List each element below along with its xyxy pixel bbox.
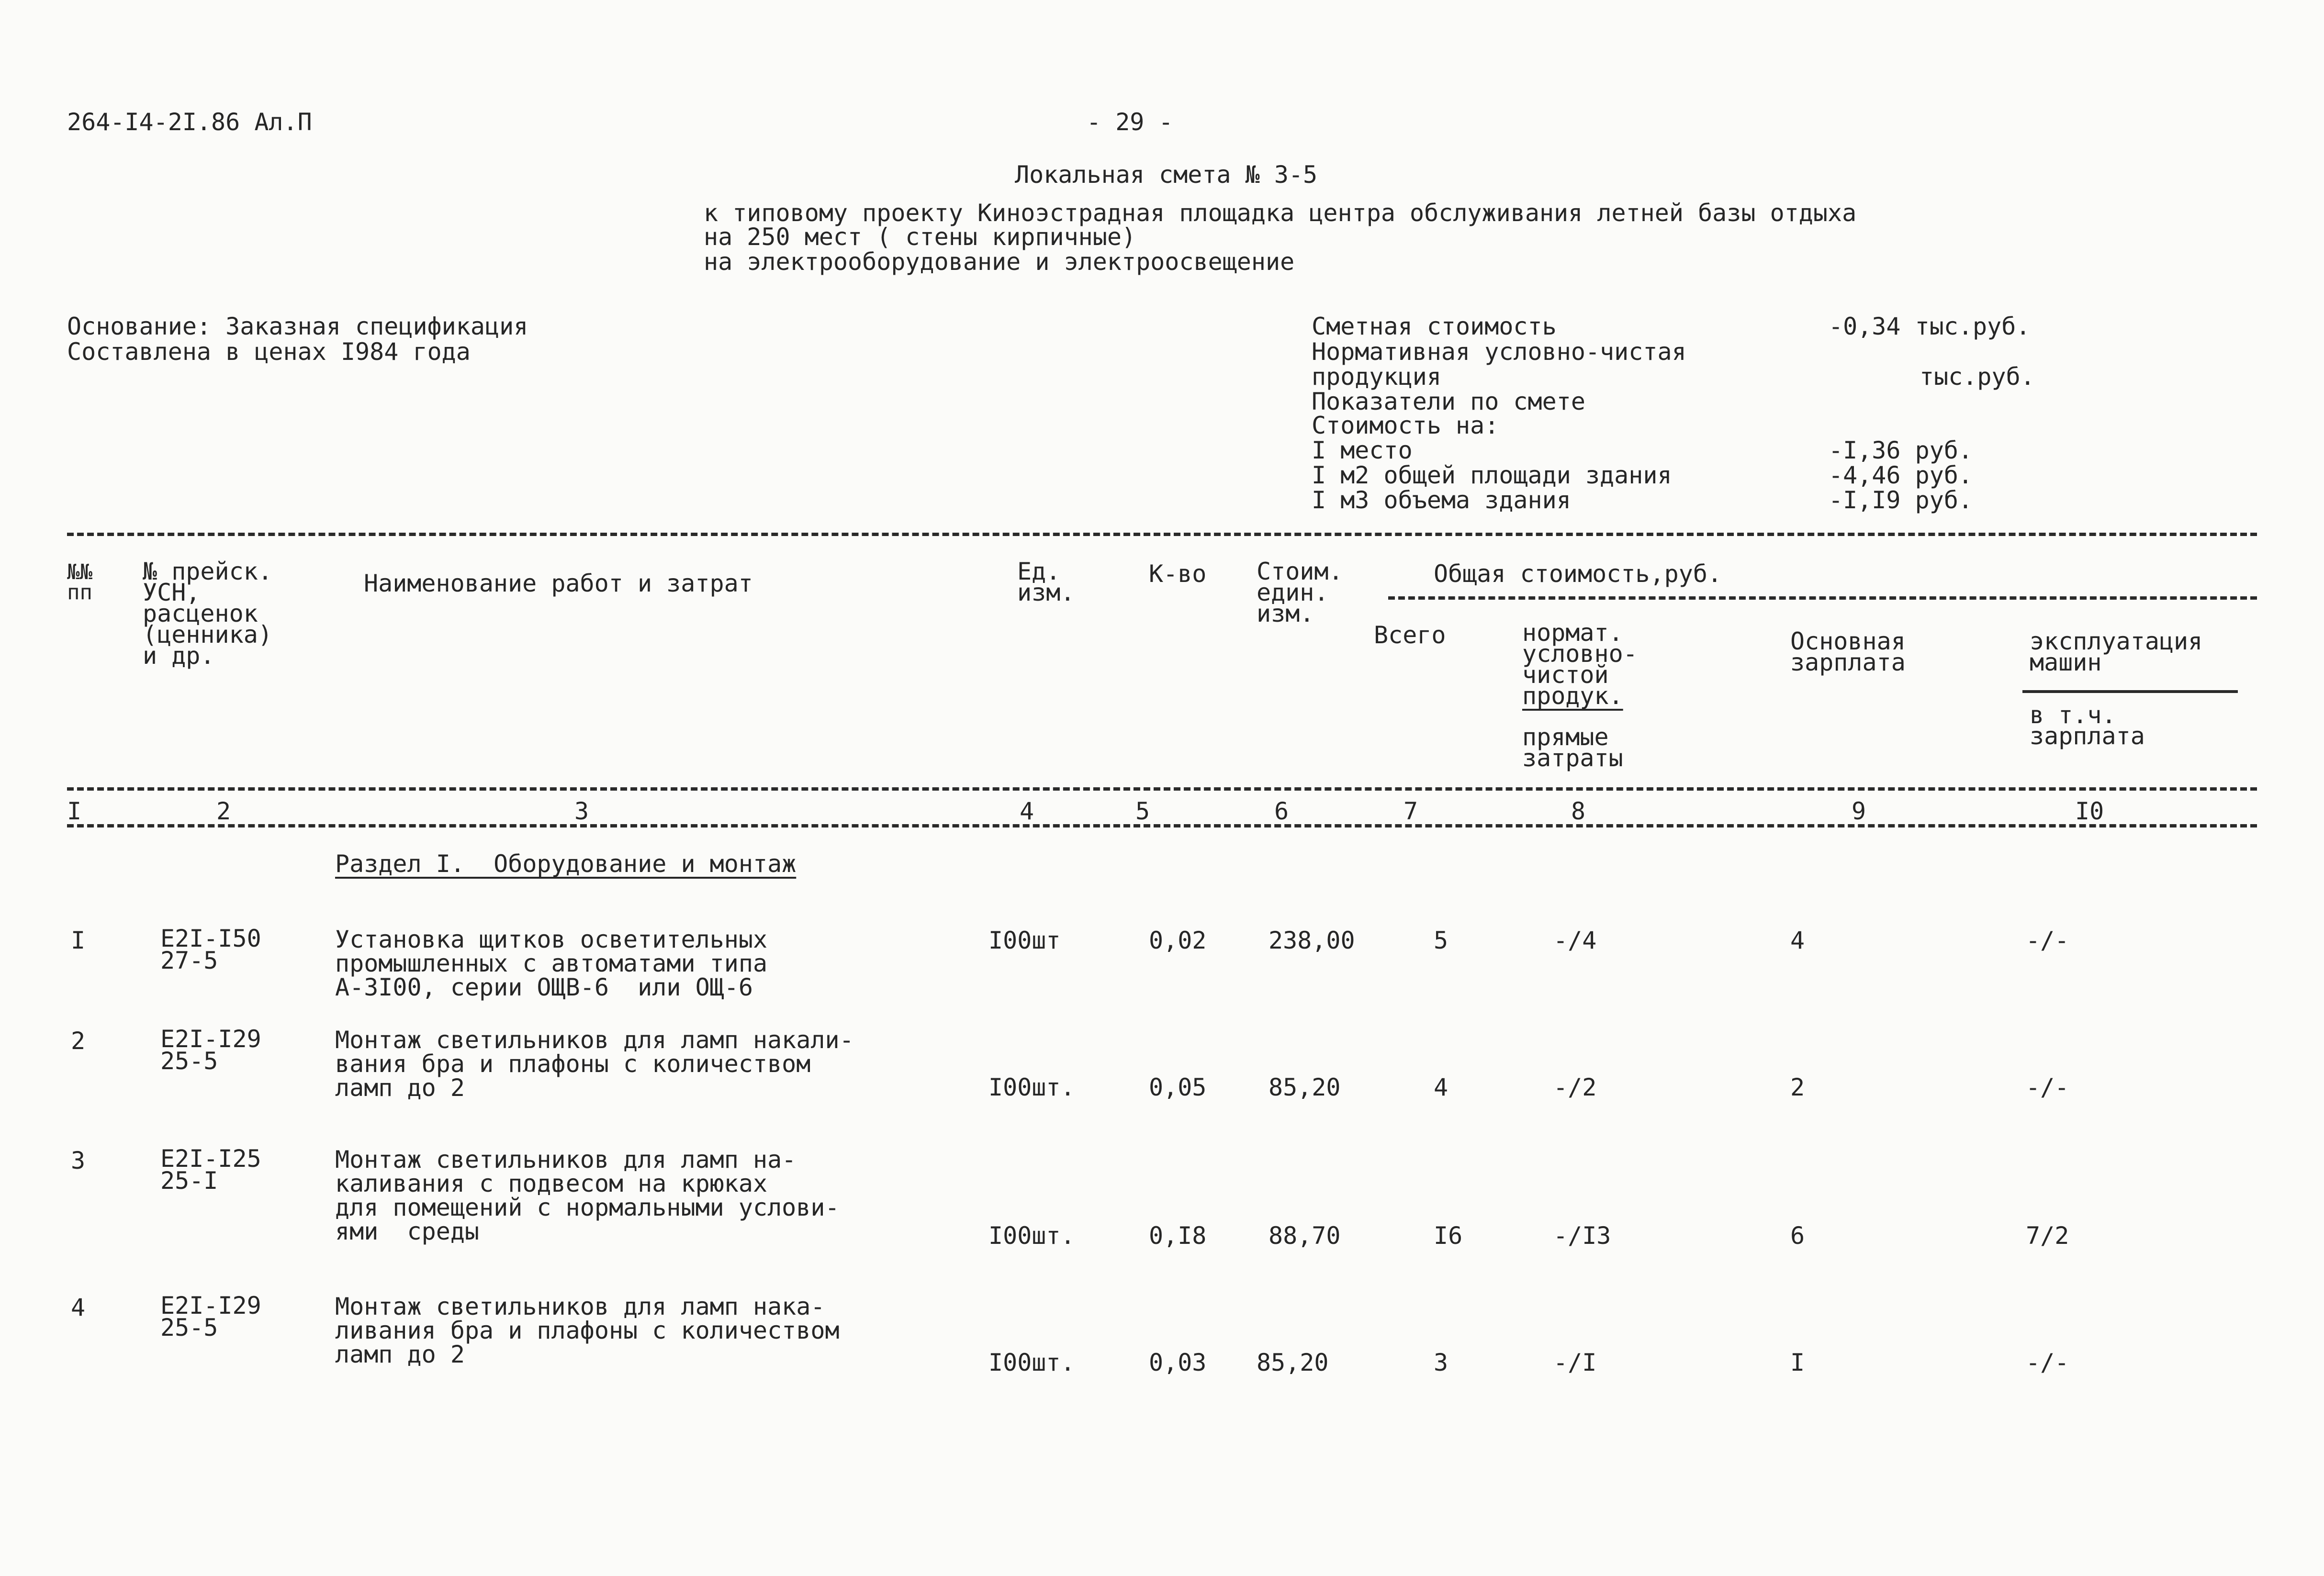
row-unit: I00шт.	[988, 1073, 1075, 1101]
row-unit: I00шт.	[988, 1222, 1075, 1250]
per-m3-label: I м3 объема здания	[1312, 486, 1571, 514]
header-bottom-rule	[67, 787, 2257, 791]
row-number: I	[71, 927, 86, 954]
page-number: - 29 -	[1087, 108, 1173, 136]
header-col-incl-salary: в т.ч. зарплата	[2030, 701, 2145, 750]
row-unit-cost: 85,20	[1269, 1073, 1341, 1101]
normative-product-label-2: продукция	[1312, 363, 1441, 391]
row-number: 2	[71, 1027, 86, 1055]
header-col-unit: Ед. изм.	[1017, 558, 1075, 606]
header-col-name: Наименование работ и затрат	[364, 570, 753, 597]
header-col-quantity: К-во	[1149, 560, 1207, 588]
cost-per-label: Стоимость на:	[1312, 412, 1499, 439]
column-number: 8	[1571, 797, 1586, 825]
per-m2-label: I м2 общей площади здания	[1312, 461, 1672, 489]
column-number: 2	[216, 797, 231, 825]
row-norm-product: -/2	[1553, 1073, 1597, 1101]
row-base-salary: 4	[1790, 927, 1805, 954]
row-name: Монтаж светильников для ламп накали- вания бра и плафоны с количеством ламп до 2	[335, 1026, 854, 1102]
row-total: 4	[1434, 1073, 1448, 1101]
row-quantity: 0,I8	[1149, 1222, 1207, 1250]
header-col-number: №№ пп	[67, 560, 92, 604]
row-base-salary: I	[1790, 1349, 1805, 1376]
header-total-cost-group: Общая стоимость,руб.	[1434, 560, 1722, 588]
row-machines: 7/2	[2026, 1222, 2069, 1250]
row-norm-product: -/I	[1553, 1349, 1597, 1376]
row-quantity: 0,02	[1149, 927, 1207, 954]
column-number: 6	[1274, 797, 1289, 825]
per-place-value: -I,36 руб.	[1829, 436, 1973, 464]
row-total: I6	[1434, 1222, 1463, 1250]
row-code: Е2I-I50 27-5	[160, 925, 261, 974]
subtitle-line-2: на 250 мест ( стены кирпичные)	[704, 223, 1136, 251]
basis-line-2: Составлена в ценах I984 года	[67, 338, 471, 366]
header-col-direct-costs: прямые затраты	[1522, 723, 1623, 772]
row-total: 5	[1434, 927, 1448, 954]
column-number: 7	[1403, 797, 1418, 825]
column-number: 9	[1852, 797, 1866, 825]
row-base-salary: 2	[1790, 1073, 1805, 1101]
indicators-label: Показатели по смете	[1312, 388, 1585, 415]
row-unit-cost: 85,20	[1257, 1349, 1329, 1376]
row-code: Е2I-I25 25-I	[160, 1145, 261, 1195]
header-col-base-salary: Основная зарплата	[1790, 627, 1906, 676]
column-number: I0	[2075, 797, 2104, 825]
column-number: I	[67, 797, 82, 825]
header-col-machine-operation: эксплуатация машин	[2030, 627, 2203, 676]
row-number: 3	[71, 1147, 86, 1174]
row-code: Е2I-I29 25-5	[160, 1025, 261, 1075]
row-machines: -/-	[2026, 1073, 2069, 1101]
row-code: Е2I-I29 25-5	[160, 1292, 261, 1341]
row-base-salary: 6	[1790, 1222, 1805, 1250]
normative-product-label-1: Нормативная условно-чистая	[1312, 338, 1686, 366]
document-code: 264-I4-2I.86 Ал.П	[67, 108, 312, 136]
column-numbers-rule	[67, 824, 2257, 827]
header-col-norm-product-last: продук.	[1522, 682, 1623, 710]
row-total: 3	[1434, 1349, 1448, 1376]
per-place-label: I место	[1312, 436, 1413, 464]
basis-line-1: Основание: Заказная спецификация	[67, 313, 528, 340]
row-norm-product: -/4	[1553, 927, 1597, 954]
estimated-cost-label: Сметная стоимость	[1312, 313, 1557, 340]
row-number: 4	[71, 1294, 86, 1321]
column-number: 4	[1020, 797, 1034, 825]
header-top-rule	[67, 533, 2257, 536]
row-unit: I00шт.	[988, 1349, 1075, 1376]
machines-subrule	[2022, 690, 2238, 693]
row-quantity: 0,03	[1149, 1349, 1207, 1376]
row-machines: -/-	[2026, 927, 2069, 954]
header-col-total: Всего	[1374, 621, 1446, 649]
subtitle-line-1: к типовому проекту Киноэстрадная площадка центра обслуживания летней базы отдыха	[704, 199, 1857, 227]
row-norm-product: -/I3	[1553, 1222, 1611, 1250]
page-title: Локальная смета № 3-5	[1015, 161, 1318, 189]
row-unit-cost: 88,70	[1269, 1222, 1341, 1250]
estimated-cost-value: -0,34 тыс.руб.	[1829, 313, 2031, 340]
row-name: Монтаж светильников для ламп нака- ливания бра и плафоны с количеством ламп до 2	[335, 1293, 840, 1368]
header-col-unit-cost: Стоим. един. изм.	[1257, 558, 1343, 627]
row-quantity: 0,05	[1149, 1073, 1207, 1101]
normative-product-value: тыс.руб.	[1920, 363, 2035, 391]
row-name: Установка щитков осветительных промышленных с автоматами типа А-3I00, серии ОЩВ-6 или ОЩ-6	[335, 926, 768, 1001]
row-name: Монтаж светильников для ламп на- каливания с подвесом на крюках для помещений с нормальными услови- ями среды	[335, 1146, 840, 1245]
row-machines: -/-	[2026, 1349, 2069, 1376]
section-title: Раздел I. Оборудование и монтаж	[335, 850, 797, 878]
header-col-pricelist: № прейск. УСН, расценок (ценника) и др.	[143, 558, 272, 670]
total-group-rule	[1388, 596, 2257, 600]
per-m3-value: -I,I9 руб.	[1829, 486, 1973, 514]
row-unit-cost: 238,00	[1269, 927, 1355, 954]
subtitle-line-3: на электрооборудование и электроосвещение	[704, 248, 1295, 276]
header-col-norm-product: нормат. условно- чистой	[1522, 619, 1638, 689]
column-number: 5	[1135, 797, 1150, 825]
per-m2-value: -4,46 руб.	[1829, 461, 1973, 489]
column-number: 3	[574, 797, 589, 825]
row-unit: I00шт	[988, 927, 1061, 954]
